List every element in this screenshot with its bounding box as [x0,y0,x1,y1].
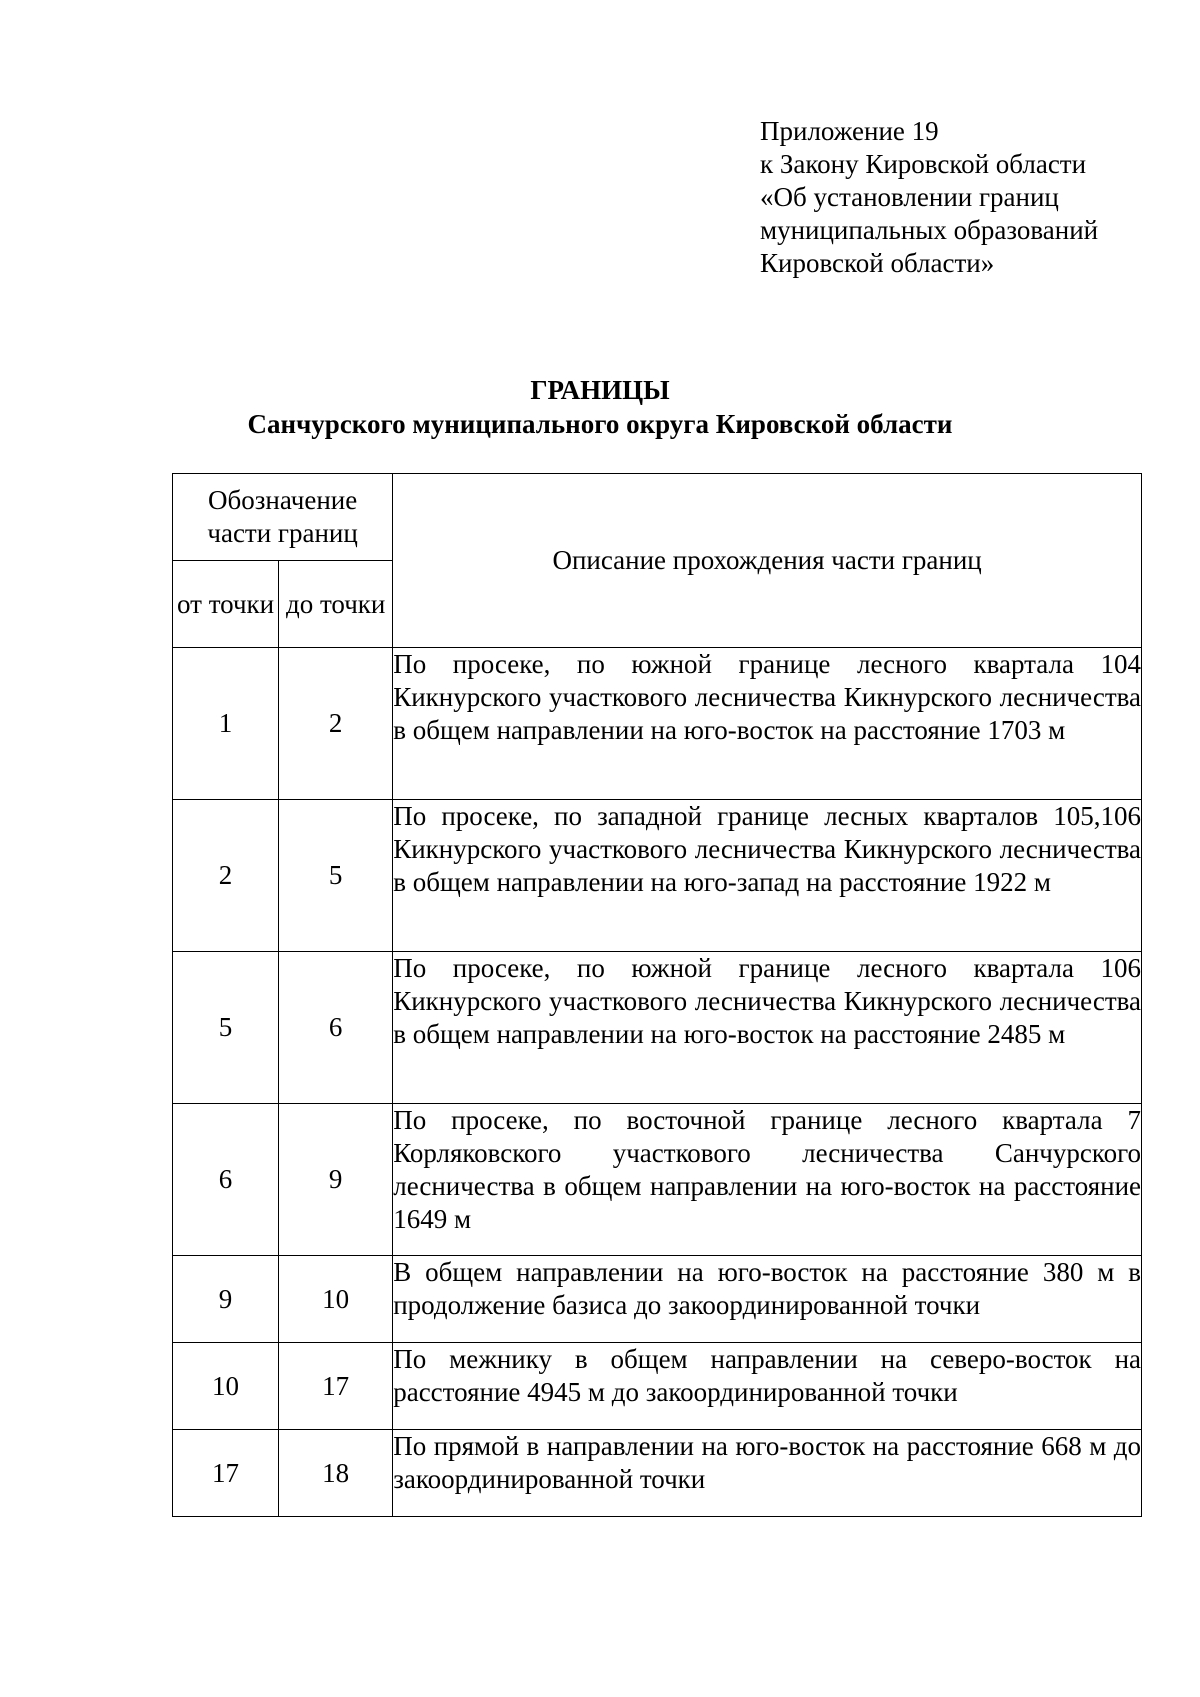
from-point: 2 [173,800,279,952]
appendix-line: Кировской области» [760,248,995,278]
boundary-description: По просеке, по южной границе лесного квартала 104 Кикнурского участкового лесничества Кикнурского лесничества в общем направлении на юго-восток на расстояние 1703 м [393,648,1142,800]
table-row [173,952,1142,1104]
table-row [173,800,1142,952]
boundary-description: По просеке, по западной границе лесных кварталов 105,106 Кикнурского участкового лесничества Кикнурского лесничества в общем направлении на юго-запад на расстояние 1922 м [393,800,1142,952]
header-group: Обозначение части границ [173,474,393,561]
title-line-2: Санчурского муниципального округа Кировской области [247,409,953,439]
boundary-description: По просеке, по восточной границе лесного квартала 7 Корляковского участкового лесничества Санчурского лесничества в общем направлении на юго-восток на расстояние 1649 м [393,1104,1142,1256]
to-point: 10 [279,1256,393,1343]
table-row [173,1104,1142,1256]
appendix-line: муниципальных образований [760,215,1099,245]
from-point: 6 [173,1104,279,1256]
from-point: 1 [173,648,279,800]
boundary-description: По межнику в общем направлении на северо-восток на расстояние 4945 м до закоординированной точки [393,1343,1142,1430]
title-line-1: ГРАНИЦЫ [530,375,670,405]
to-point: 17 [279,1343,393,1430]
header-description: Описание прохождения части границ [393,474,1142,648]
header-to: до точки [279,561,393,648]
table-row [173,1430,1142,1517]
to-point: 2 [279,648,393,800]
from-point: 10 [173,1343,279,1430]
from-point: 5 [173,952,279,1104]
boundary-description: По прямой в направлении на юго-восток на расстояние 668 м до закоординированной точки [393,1430,1142,1517]
appendix-line: к Закону Кировской области [760,149,1087,179]
table-row [173,648,1142,800]
to-point: 18 [279,1430,393,1517]
header-from: от точки [173,561,279,648]
to-point: 5 [279,800,393,952]
appendix-line: «Об установлении границ [760,182,1059,212]
from-point: 17 [173,1430,279,1517]
to-point: 9 [279,1104,393,1256]
boundary-table [172,473,1142,1517]
appendix-block [760,115,1098,280]
from-point: 9 [173,1256,279,1343]
appendix-line: Приложение 19 [760,116,939,146]
table-row [173,1256,1142,1343]
boundary-description: По просеке, по южной границе лесного квартала 106 Кикнурского участкового лесничества Кикнурского лесничества в общем направлении на юго-восток на расстояние 2485 м [393,952,1142,1104]
to-point: 6 [279,952,393,1104]
document-title [0,373,1200,441]
table-row [173,1343,1142,1430]
boundary-description: В общем направлении на юго-восток на расстояние 380 м в продолжение базиса до закоординированной точки [393,1256,1142,1343]
